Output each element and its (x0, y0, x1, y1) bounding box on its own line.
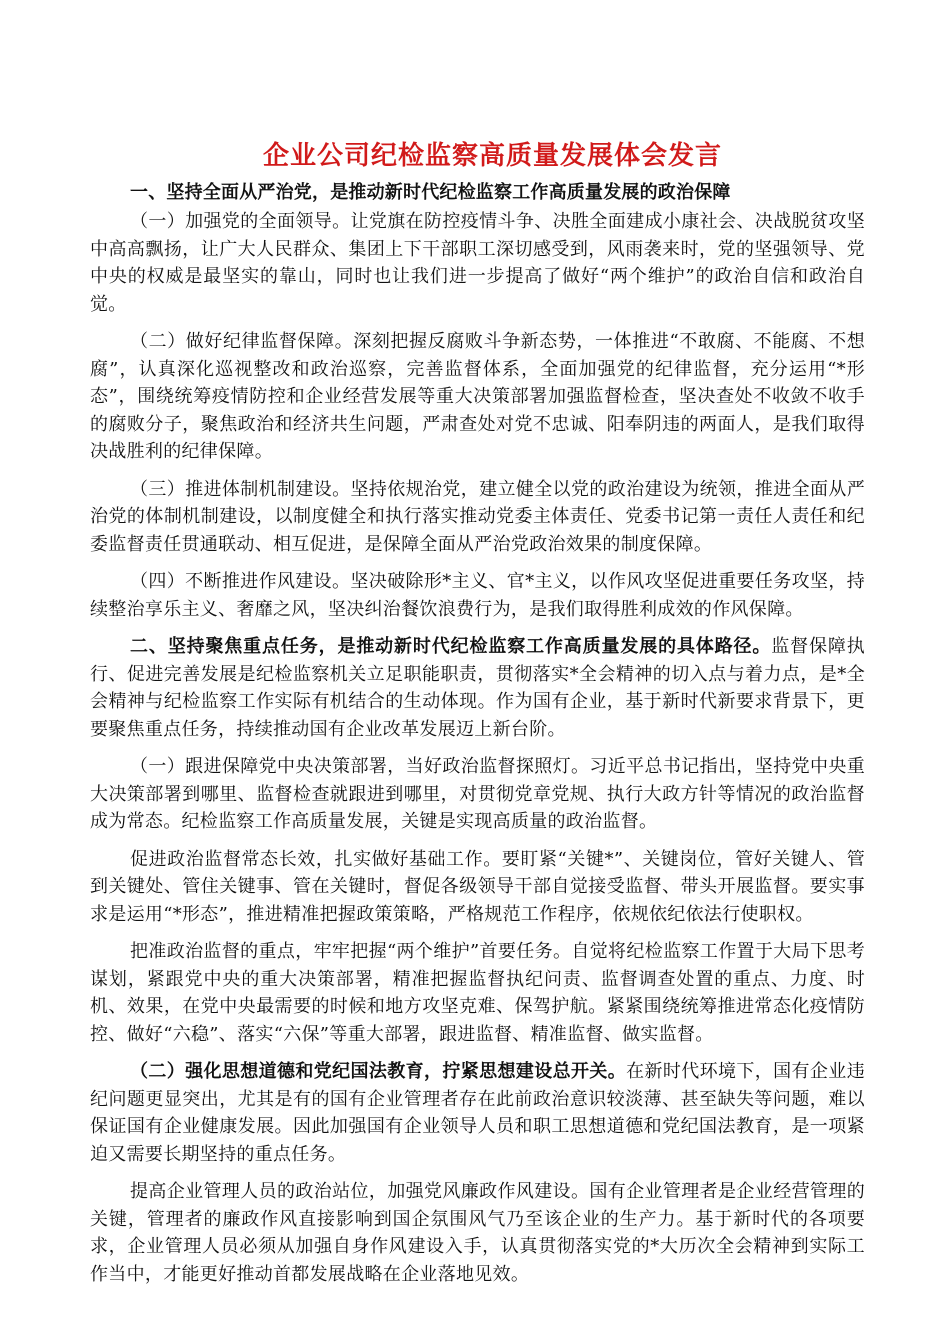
section-1-paragraph-4: （四）不断推进作风建设。坚决破除形*主义、官*主义，以作风攻坚促进重要任务攻坚，持续整治享乐主义、奢靡之风，坚决纠治餐饮浪费行为，是我们取得胜利成效的作风保障。 (90, 571, 865, 620)
section-1-paragraph-2: （二）做好纪律监督保障。深刻把握反腐败斗争新态势，一体推进“不敢腐、不能腐、不想腐”，认真深化巡视整改和政治巡察，完善监督体系，全面加强党的纪律监督，充分运用“*形态”，围绕统筹疫情防控和企业经营发展等重大决策部署加强监督检查，坚决查处不收敛不收手的腐败分子，聚焦政治和经济共生问题，严肃查处对党不忠诚、阳奉阴违的两面人，是我们取得决战胜利的纪律保障。 (90, 331, 865, 462)
section-2-paragraph-3: 把准政治监督的重点，牢牢把握“两个维护”首要任务。自觉将纪检监察工作置于大局下思考谋划，紧跟党中央的重大决策部署，精准把握监督执纪问责、监督调查处置的重点、力度、时机、效果，在党中央最需要的时候和地方攻坚克难、保驾护航。紧紧围绕统筹推进常态化疫情防控、做好“六稳”、落实“六保”等重大部署，跟进监督、精准监督、做实监督。 (90, 941, 865, 1045)
section-2-subheading-2: （二）强化思想道德和党纪国法教育，拧紧思想建设总开关。 (130, 1061, 627, 1082)
section-2-intro-text: 监督保障执行、促进完善发展是纪检监察机关立足职能职责，贯彻落实*全会精神的切入点与着力点，是*全会精神与纪检监察工作实际有机结合的生动体现。作为国有企业，基于新时代新要求背景下，更要聚焦重点任务，持续推动国有企业改革发展迈上新台阶。 (90, 636, 866, 740)
section-2-heading: 二、坚持聚焦重点任务，是推动新时代纪检监察工作高质量发展的具体路径。 (130, 636, 772, 657)
section-2-paragraph-4 (90, 1058, 865, 1168)
section-2-paragraph-2: 促进政治监督常态长效，扎实做好基础工作。要盯紧“关键*”、关键岗位，管好关键人、管到关键处、管住关键事、管在关键时，督促各级领导干部自觉接受监督、带头开展监督。要实事求是运用“*形态”，推进精准把握政策策略，严格规范工作程序，依规依纪依法行使职权。 (90, 848, 865, 925)
document-body (90, 137, 865, 1298)
section-1-paragraph-3: （三）推进体制机制建设。坚持依规治党，建立健全以党的政治建设为统领，推进全面从严治党的体制机制建设，以制度健全和执行落实推动党委主体责任、党委书记第一责任人责任和纪委监督责任贯通联动、相互促进，是保障全面从严治党政治效果的制度保障。 (90, 478, 865, 555)
section-1-paragraph-1: （一）加强党的全面领导。让党旗在防控疫情斗争、决胜全面建成小康社会、决战脱贫攻坚中高高飘扬，让广大人民群众、集团上下干部职工深切感受到，风雨袭来时，党的坚强领导、党中央的权威是最坚实的靠山，同时也让我们进一步提高了做好“两个维护”的政治自信和政治自觉。 (90, 211, 865, 315)
section-2-paragraph-4-text: 在新时代环境下，国有企业违纪问题更显突出，尤其是有的国有企业管理者存在此前政治意识较淡薄、甚至缺失等问题，难以保证国有企业健康发展。因此加强国有企业领导人员和职工思想道德和党纪国法教育，是一项紧迫又需要长期坚持的重点任务。 (90, 1061, 865, 1165)
section-2-paragraph-5: 提高企业管理人员的政治站位，加强党风廉政作风建设。国有企业管理者是企业经营管理的关键，管理者的廉政作风直接影响到国企氛围风气乃至该企业的生产力。基于新时代的各项要求，企业管理人员必须从加强自身作风建设入手，认真贯彻落实党的*大历次全会精神到实际工作当中，才能更好推动首都发展战略在企业落地见效。 (90, 1181, 865, 1285)
section-2-paragraph-1: （一）跟进保障党中央决策部署，当好政治监督探照灯。习近平总书记指出，坚持党中央重大决策部署到哪里、监督检查就跟进到哪里，对贯彻党章党规、执行大政方针等情况的政治监督成为常态。纪检监察工作高质量发展，关键是实现高质量的政治监督。 (90, 756, 865, 832)
section-2-intro-paragraph (90, 633, 865, 743)
section-1-heading: 一、坚持全面从严治党，是推动新时代纪检监察工作高质量发展的政治保障 (130, 182, 731, 203)
document-title: 企业公司纪检监察高质量发展体会发言 (262, 141, 722, 171)
